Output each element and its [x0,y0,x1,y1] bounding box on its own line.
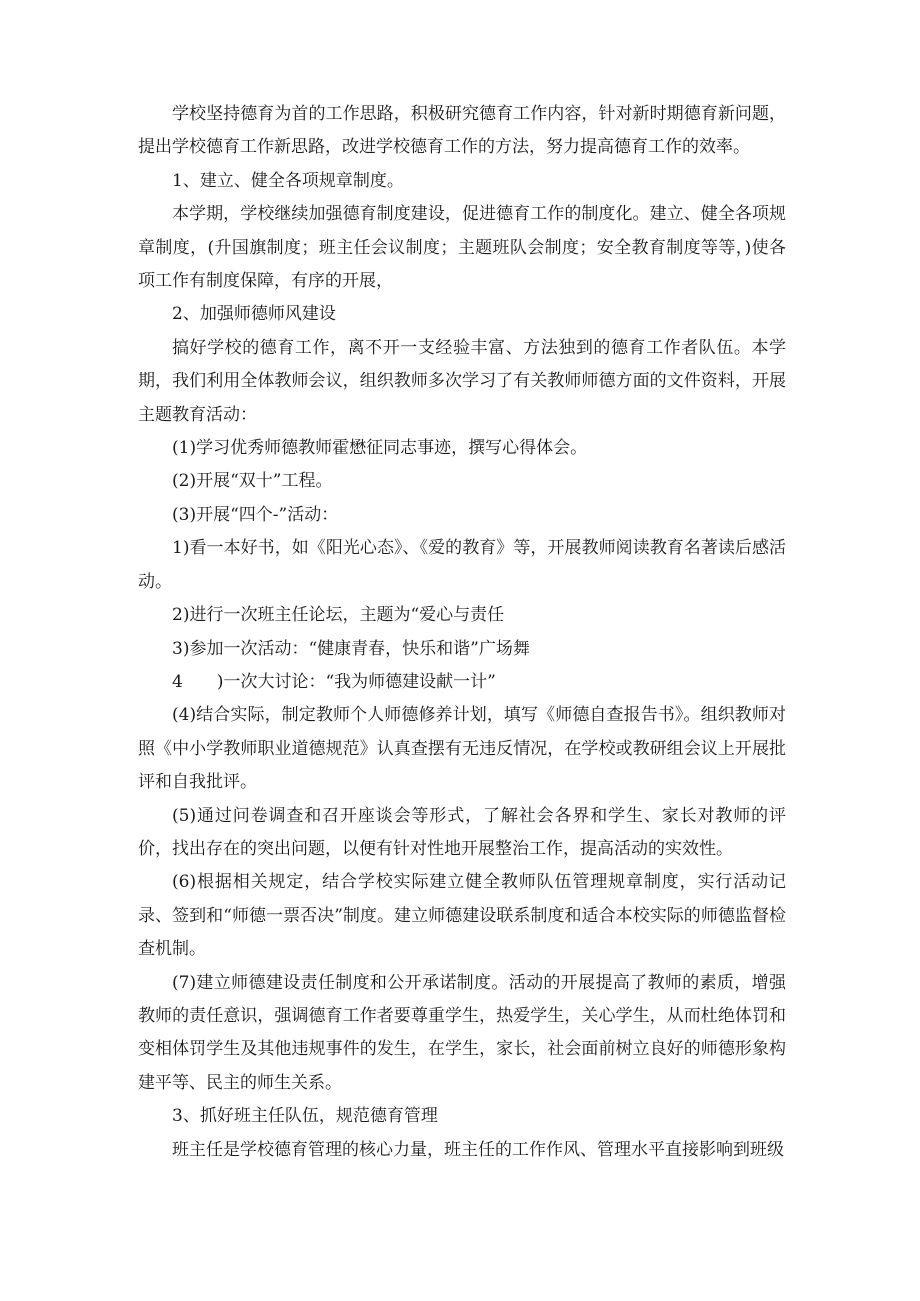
sub-item-2: 2)进行一次班主任论坛，主题为“爱心与责任 [172,605,505,626]
sub-item-3: 3)参加一次活动：“健康青春，快乐和谐”广场舞 [172,638,530,659]
list-item-1: (1)学习优秀师德教师霍懋征同志事迹，撰写心得体会。 [172,438,588,459]
list-item-2: (2)开展“双十”工程。 [172,471,333,492]
list-item-7: (7)建立师德建设责任制度和公开承诺制度。活动的开展提高了教师的素质，增强教师的责任意识，强调德育工作者要尊重学生，热爱学生，关心学生，从而杜绝体罚和变相体罚学生及其他违规事件的发生，在学生，家长，社会面前树立良好的师德形象构建平等、民主的师生关系。 [138,972,786,1093]
paragraph-teacher-ethics: 搞好学校的德育工作，离不开一支经验丰富、方法独到的德育工作者队伍。本学期，我们利用全体教师会议，组织教师多次学习了有关教师师德方面的文件资料，开展主题教育活动： [138,337,786,425]
paragraph-rules-system: 本学期，学校继续加强德育制度建设，促进德育工作的制度化。建立、健全各项规章制度，(升国旗制度；班主任会议制度；主题班队会制度；安全教育制度等等，)使各项工作有制度保障，有序的开展， [138,204,786,292]
document-body [138,98,786,1167]
list-item-6: (6)根据相关规定，结合学校实际建立健全教师队伍管理规章制度，实行活动记录、签到和“师德一票否决”制度。建立师德建设联系制度和适合本校实际的师德监督检查机制。 [138,872,786,960]
sub-item-4: 4 )一次大讨论：“我为师德建设献一计” [172,671,496,692]
heading-rules-system: 1、建立、健全各项规章制度。 [172,170,404,191]
paragraph-head-teachers: 班主任是学校德育管理的核心力量，班主任的工作作风、管理水平直接影响到班级 [172,1139,784,1160]
list-item-5: (5)通过问卷调查和召开座谈会等形式，了解社会各界和学生、家长对教师的评价，找出存在的突出问题，以便有针对性地开展整治工作，提高活动的实效性。 [138,805,786,859]
heading-teacher-ethics: 2、加强师德师风建设 [172,304,336,325]
paragraph-intro: 学校坚持德育为首的工作思路，积极研究德育工作内容，针对新时期德育新问题，提出学校德育工作新思路，改进学校德育工作的方法，努力提高德育工作的效率。 [138,104,786,158]
heading-head-teachers: 3、抓好班主任队伍，规范德育管理 [172,1106,438,1127]
list-item-3: (3)开展“四个-”活动： [172,504,339,525]
list-item-4: (4)结合实际，制定教师个人师德修养计划，填写《师德自查报告书》。组织教师对照《中小学教师职业道德规范》认真查摆有无违反情况，在学校或教研组会议上开展批评和自我批评。 [138,705,786,793]
sub-item-1: 1)看一本好书，如《阳光心态》、《爱的教育》等，开展教师阅读教育名著读后感活动。 [138,538,786,592]
